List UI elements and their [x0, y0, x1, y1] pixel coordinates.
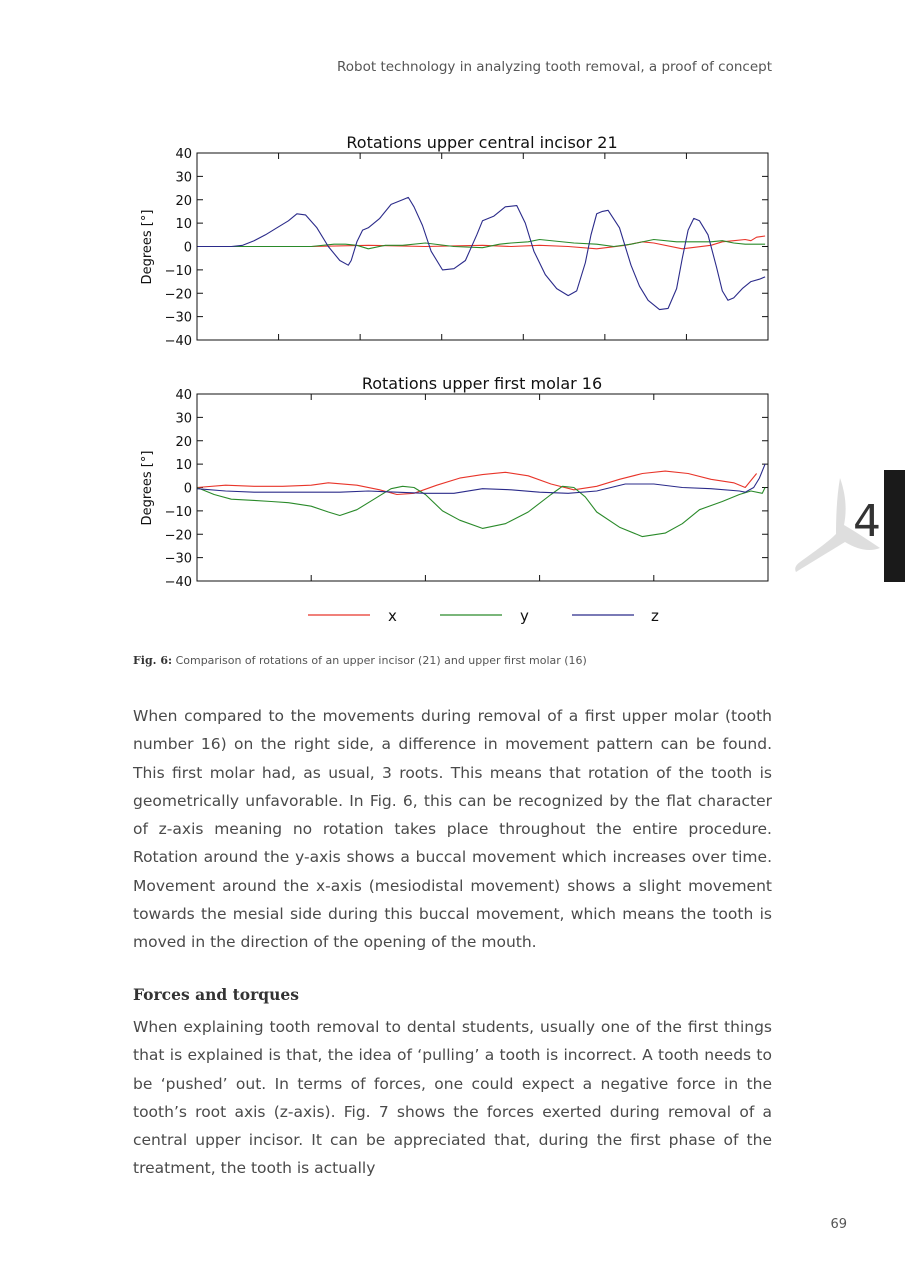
chapter-tab [884, 470, 905, 582]
y-tick-label: 0 [183, 240, 192, 256]
y-tick-label: 40 [175, 147, 192, 162]
legend-label-x: x [388, 607, 397, 625]
legend-label-y: y [520, 607, 529, 625]
chart-title: Rotations upper central incisor 21 [346, 133, 618, 152]
series-lines [197, 464, 765, 536]
paragraph-1 [133, 702, 772, 957]
running-header: Robot technology in analyzing tooth removal, a proof of concept [337, 59, 772, 75]
paragraph-2 [133, 1013, 772, 1183]
y-tick-label: −20 [164, 528, 192, 544]
y-tick-label: −10 [164, 504, 192, 520]
figure-caption [133, 654, 587, 667]
series-z-line [197, 197, 765, 309]
y-axis-label: Degrees [°] [140, 209, 155, 285]
y-tick-label: 10 [175, 458, 192, 474]
y-tick-label: −30 [164, 310, 192, 326]
y-axis-label: Degrees [°] [140, 450, 155, 526]
y-tick-label: 40 [175, 388, 192, 403]
page-number: 69 [830, 1217, 847, 1232]
y-tick-label: 10 [175, 217, 192, 233]
legend [308, 607, 659, 625]
y-tick-label: 20 [175, 193, 192, 209]
legend-label-z: z [651, 607, 659, 625]
caption-text: Comparison of rotations of an upper incisor (21) and upper first molar (16) [175, 654, 587, 667]
y-tick-label: −30 [164, 551, 192, 567]
y-tick-label: 0 [183, 481, 192, 497]
y-tick-label: −20 [164, 287, 192, 303]
series-y-line [197, 486, 765, 536]
x-ticks [311, 394, 654, 581]
caption-label: Fig. 6: [133, 654, 173, 667]
series-z-line [197, 464, 765, 493]
paragraph-text: When explaining tooth removal to dental students, usually one of the first things that is explained is that, the idea of ‘pulling’ a tooth is incorrect. A tooth needs to be ‘pushed’ out. In terms of forces, one could expect a negative force in the tooth’s root axis (z-axis). Fig. 7 shows the forces exerted during removal of a central upper incisor. It can be appreciated that, during the first phase of the treatment, the tooth is actually [133, 1018, 772, 1178]
y-ticks [165, 388, 768, 590]
y-tick-label: 30 [175, 411, 192, 427]
y-tick-label: −10 [164, 263, 192, 279]
chart-incisor [140, 133, 768, 349]
series-y-line [197, 240, 765, 249]
y-tick-label: −40 [164, 575, 192, 590]
y-tick-label: 30 [175, 170, 192, 186]
paragraph-text: When compared to the movements during removal of a first upper molar (tooth number 16) on the right side, a difference in movement pattern can be found. This first molar had, as usual, 3 roots. This means that rotation of the tooth is geometrically unfavorable. In Fig. 6, this can be recognized by the flat character of z-axis meaning no rotation takes place throughout the entire procedure. Rotation around the y-axis shows a buccal movement which increases over time. Movement around the x-axis (mesiodistal movement) shows a slight movement towards the mesial side during this buccal movement, which means the tooth is moved in the direction of the opening of the mouth. [133, 707, 772, 952]
series-lines [197, 197, 765, 309]
series-x-line [197, 471, 757, 494]
chart-molar [140, 374, 768, 590]
chapter-number: 4 [853, 496, 881, 547]
y-tick-label: 20 [175, 434, 192, 450]
y-tick-label: −40 [164, 334, 192, 349]
chart-title: Rotations upper first molar 16 [361, 374, 603, 393]
section-heading: Forces and torques [133, 985, 299, 1004]
